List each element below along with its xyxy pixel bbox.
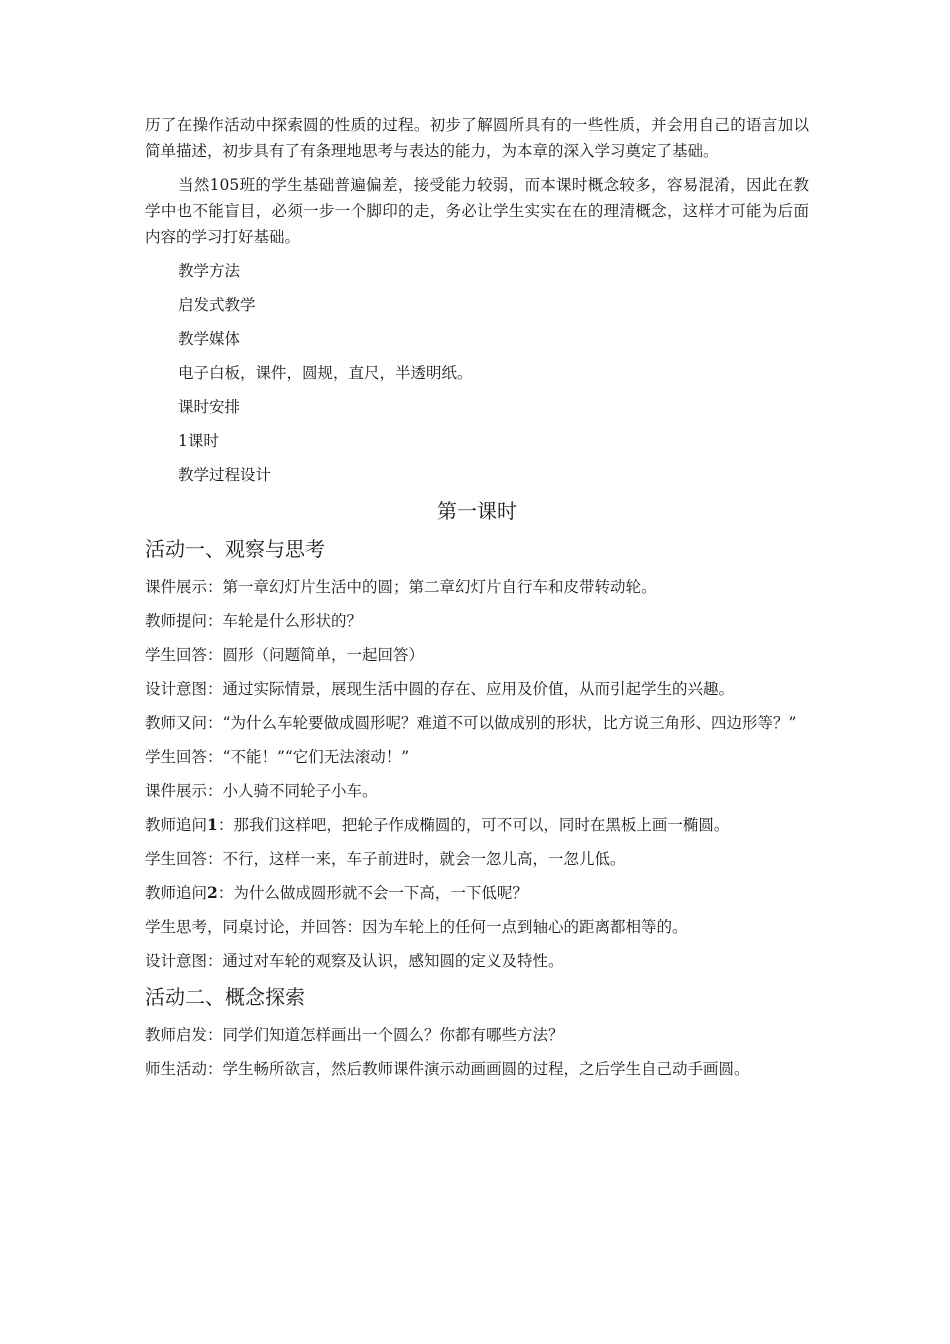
line-prefix: 教师提问： — [145, 612, 223, 630]
activity-1-line — [145, 812, 809, 838]
line-prefix: 课件展示： — [145, 782, 223, 800]
line-text: 通过对车轮的观察及认识，感知圆的定义及特性。 — [222, 952, 564, 970]
activity-2-heading: 活动二、概念探索 — [145, 985, 305, 1009]
activity-1-line — [145, 710, 809, 736]
activity-1-line — [145, 914, 809, 940]
line-prefix: 教师启发： — [145, 1026, 223, 1044]
line-text: 第一章幻灯片生活中的圆；第二章幻灯片自行车和皮带转动轮。 — [222, 578, 657, 596]
line-prefix: 设计意图： — [145, 952, 223, 970]
line-text: “为什么车轮要做成圆形呢？难道不可以做成别的形状，比方说三角形、四边形等？” — [222, 714, 797, 732]
line-prefix: 课件展示： — [145, 578, 223, 596]
teaching-method-value: 启发式教学 — [178, 296, 256, 314]
line-text: ：那我们这样吧，把轮子作成椭圆的，可不可以，同时在黑板上画一椭圆。 — [217, 816, 730, 834]
line-prefix: 教师追问 — [145, 816, 208, 834]
line-prefix: 教师追问 — [145, 884, 208, 902]
line-prefix: 师生活动： — [145, 1060, 223, 1078]
schedule-label: 课时安排 — [178, 398, 241, 416]
activity-1-line — [145, 642, 809, 668]
teaching-media-value: 电子白板，课件，圆规，直尺，半透明纸。 — [178, 364, 473, 382]
activity-1-list — [145, 574, 809, 974]
activity-1-heading: 活动一、观察与思考 — [145, 537, 325, 561]
line-prefix: 设计意图： — [145, 680, 223, 698]
line-text: 小人骑不同轮子小车。 — [222, 782, 378, 800]
question-number: 1 — [207, 815, 218, 834]
line-text: 通过实际情景，展现生活中圆的存在、应用及价值，从而引起学生的兴趣。 — [222, 680, 735, 698]
line-prefix: 学生思考， — [145, 918, 223, 936]
activity-1-line — [145, 574, 809, 600]
line-text: 同桌讨论，并回答：因为车轮上的任何一点到轴心的距离都相等的。 — [222, 918, 688, 936]
line-text: ：为什么做成圆形就不会一下高，一下低呢？ — [217, 884, 528, 902]
activity-1-line — [145, 608, 809, 634]
activity-1-line — [145, 676, 809, 702]
schedule-value: 1课时 — [178, 432, 219, 450]
line-text: 车轮是什么形状的？ — [222, 612, 363, 630]
line-prefix: 学生回答： — [145, 748, 223, 766]
intro-paragraph-2: 当然105班的学生基础普遍偏差，接受能力较弱，而本课时概念较多，容易混淆，因此在教学中也不能盲目，必须一步一个脚印的走，务必让学生实实在在的理清概念，这样才可能为后面内容的学习打好基础。 — [145, 176, 809, 246]
activity-1-line — [145, 778, 809, 804]
activity-1-line — [145, 948, 809, 974]
line-prefix: 教师又问： — [145, 714, 223, 732]
document-page — [145, 112, 809, 1090]
lesson-title: 第一课时 — [437, 499, 517, 523]
activity-2-list — [145, 1022, 809, 1082]
intro-paragraph-1: 历了在操作活动中探索圆的性质的过程。初步了解圆所具有的一些性质，并会用自己的语言加以简单描述，初步具有了有条理地思考与表达的能力，为本章的深入学习奠定了基础。 — [145, 116, 809, 160]
activity-1-line — [145, 880, 809, 906]
activity-2-line — [145, 1022, 809, 1048]
question-number: 2 — [207, 883, 218, 902]
process-design-label: 教学过程设计 — [178, 466, 272, 484]
line-text: 同学们知道怎样画出一个圆么？你都有哪些方法？ — [222, 1026, 564, 1044]
teaching-method-label: 教学方法 — [178, 262, 241, 280]
line-prefix: 学生回答： — [145, 646, 223, 664]
activity-1-line — [145, 846, 809, 872]
line-text: “不能！”“它们无法滚动！” — [222, 748, 410, 766]
line-text: 圆形（问题简单，一起回答） — [222, 646, 425, 664]
activity-1-line — [145, 744, 809, 770]
activity-2-line — [145, 1056, 809, 1082]
teaching-media-label: 教学媒体 — [178, 330, 241, 348]
line-prefix: 学生回答： — [145, 850, 223, 868]
line-text: 不行，这样一来，车子前进时，就会一忽儿高，一忽儿低。 — [222, 850, 626, 868]
line-text: 学生畅所欲言，然后教师课件演示动画画圆的过程，之后学生自己动手画圆。 — [222, 1060, 750, 1078]
